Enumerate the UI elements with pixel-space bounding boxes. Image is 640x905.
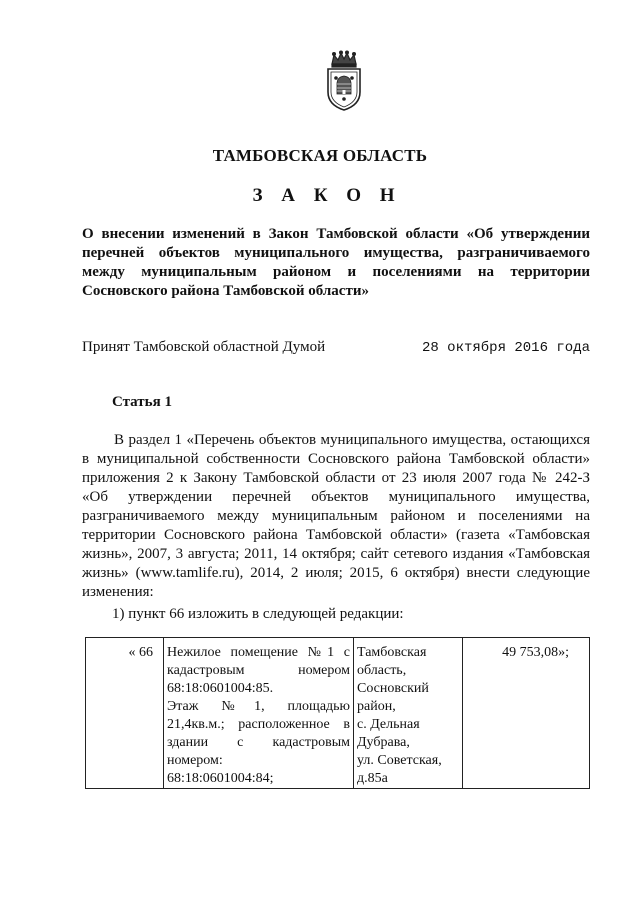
article-body [82, 431, 590, 602]
location-line: Тамбовская [357, 645, 427, 660]
article-body-line: «Об утверждении перечней объектов муниципального имущества, [82, 489, 590, 505]
adoption-date: 28 октября 2016 года [421, 340, 590, 356]
location-line: район, [357, 699, 396, 714]
article-body-line: в муниципальной собственности Сосновского района Тамбовской области» [82, 451, 590, 467]
article-body-line: жизнь» (www.tamlife.ru), 2014, 2 июля; 2015, 6 октября) внести следующие [82, 565, 590, 581]
location-line: д.85а [357, 771, 388, 786]
description-line: 68:18:0601004:85. [167, 681, 274, 696]
article-body-line: В раздел 1 «Перечень объектов муниципального имущества, остающихся [114, 432, 590, 448]
adopted-by: Принят Тамбовской областной Думой [82, 339, 326, 355]
region-title: ТАМБОВСКАЯ ОБЛАСТЬ [212, 146, 428, 165]
law-subject-line: перечней объектов муниципального имущества, разграничиваемого [82, 245, 590, 261]
table-row [86, 638, 590, 789]
article-body-line: приложения 2 к Закону Тамбовской области от 23 июля 2007 года № 242-З [82, 470, 590, 486]
law-subject-line: О внесении изменений в Закон Тамбовской области «Об утверждении [82, 226, 590, 242]
amendment-item: 1) пункт 66 изложить в следующей редакции: [112, 606, 404, 622]
article-body-line: жизнь», 2007, 3 августа; 2011, 14 октября; сайт сетевого издания «Тамбовская [82, 546, 590, 562]
description-line: 68:18:0601004:84; [167, 771, 274, 786]
description-line: Нежилое помещение №1 с [167, 645, 350, 660]
row-number: « 66 [86, 638, 164, 789]
tambov-coat-of-arms-icon [322, 50, 366, 112]
article-body-line: территории Сосновского района Тамбовской области» (газета «Тамбовская [82, 527, 590, 543]
property-table [85, 637, 590, 789]
object-location [354, 638, 463, 789]
law-subject-line: Сосновского района Тамбовской области» [82, 283, 369, 299]
law-subject [82, 225, 590, 301]
object-value: 49 753,08»; [463, 638, 590, 789]
object-description [164, 638, 354, 789]
location-line: с. Дельная [357, 717, 420, 732]
description-line: кадастровым номером [167, 663, 350, 678]
location-line: Сосновский [357, 681, 429, 696]
law-subject-line: между муниципальным районом и поселениями на территории [82, 264, 590, 280]
law-title: З А К О Н [252, 185, 402, 206]
location-line: область, [357, 663, 407, 678]
description-line: номером: [167, 753, 223, 768]
article-body-line: разграничиваемого между муниципальным районом и поселениями на [82, 508, 590, 524]
article-body-line: изменения: [82, 584, 154, 600]
location-line: Дубрава, [357, 735, 410, 750]
article-heading: Статья 1 [112, 394, 172, 410]
description-line: Этаж №1, площадью [167, 699, 350, 714]
location-line: ул. Советская, [357, 753, 442, 768]
description-line: здании с кадастровым [167, 735, 350, 750]
description-line: 21,4кв.м.; расположенное в [167, 717, 350, 732]
